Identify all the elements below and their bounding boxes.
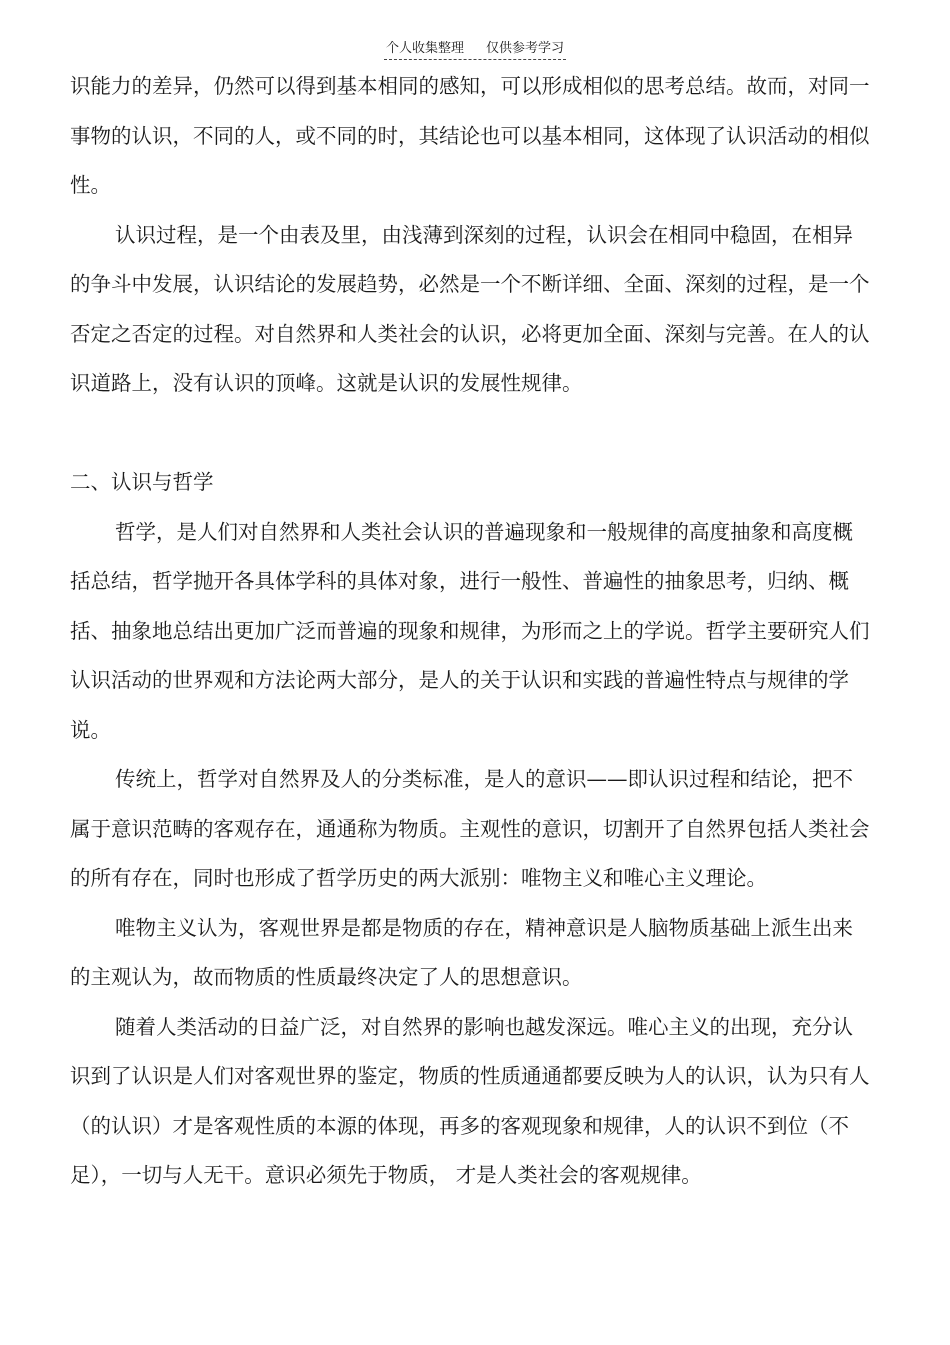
- page-header: [0, 40, 950, 60]
- paragraph-development: 认识过程，是一个由表及里，由浅薄到深刻的过程，认识会在相同中稳固，在相异的争斗中发展，认识结论的发展趋势，必然是一个不断详细、全面、深刻的过程，是一个否定之否定的过程。对自然界和人类社会的认识，必将更加全面、深刻与完善。在人的认识道路上，没有认识的顶峰。这就是认识的发展性规律。: [70, 222, 870, 395]
- header-right-text: 仅供参考学习: [486, 41, 565, 56]
- header-label: [384, 40, 566, 60]
- paragraph-idealism: 随着人类活动的日益广泛，对自然界的影响也越发深远。唯心主义的出现，充分认识到了认识是人们对客观世界的鉴定，物质的性质通通都要反映为人的认识，认为只有人（的认识）才是客观性质的本源的体现，再多的客观现象和规律，人的认识不到位（不足），一切与人无干。意识必须先于物质， 才是人类社会的客观规律。: [70, 1014, 870, 1187]
- paragraph-continuation: 识能力的差异，仍然可以得到基本相同的感知，可以形成相似的思考总结。故而，对同一事物的认识，不同的人，或不同的时，其结论也可以基本相同，这体现了认识活动的相似性。: [70, 74, 870, 197]
- paragraph-philosophy: 哲学，是人们对自然界和人类社会认识的普遍现象和一般规律的高度抽象和高度概括总结，哲学抛开各具体学科的具体对象，进行一般性、普遍性的抽象思考，归纳、概括、抽象地总结出更加广泛而普遍的现象和规律，为形而之上的学说。哲学主要研究人们认识活动的世界观和方法论两大部分，是人的关于认识和实践的普遍性特点与规律的学说。: [70, 519, 870, 742]
- document-body: [70, 62, 870, 1201]
- blank-line: [70, 409, 870, 459]
- header-left-text: 个人收集整理: [385, 41, 464, 56]
- paragraph-materialism: 唯物主义认为，客观世界是都是物质的存在，精神意识是人脑物质基础上派生出来的主观认为，故而物质的性质最终决定了人的思想意识。: [70, 915, 853, 989]
- section-heading: 二、认识与哲学: [70, 470, 214, 494]
- paragraph-tradition: 传统上，哲学对自然界及人的分类标准，是人的意识——即认识过程和结论，把不属于意识范畴的客观存在，通通称为物质。主观性的意识，切割开了自然界包括人类社会的所有存在，同时也形成了哲学历史的两大派别：唯物主义和唯心主义理论。: [70, 767, 870, 890]
